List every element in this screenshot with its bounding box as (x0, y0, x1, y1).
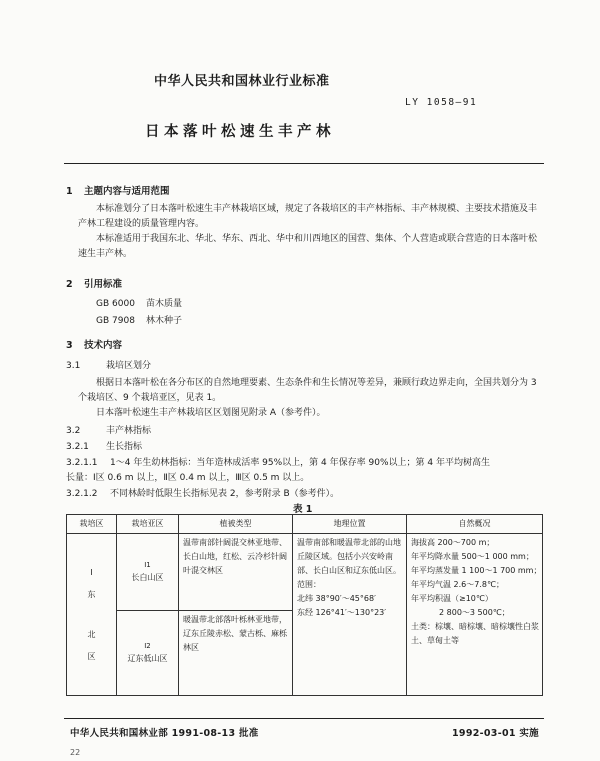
reference-item (96, 313, 182, 326)
reference-name: 苗木质量 (146, 299, 183, 309)
subregion-cell (117, 534, 179, 611)
clause-3-2-1-1-line-1 (66, 455, 490, 468)
nature-line: 土、草甸土等 (411, 636, 459, 645)
table-row (67, 534, 543, 611)
clause-text: 1～4 年生幼林指标：当年造林成活率 95%以上，第 4 年保存率 90%以上；第 4 年平均树高生 (110, 458, 490, 468)
nature-line: 海拔高 200～700 m； (411, 538, 495, 547)
subsection-title: 丰产林指标 (106, 426, 152, 436)
subregion-code: Ⅰ2 (144, 641, 151, 650)
subsection-number: 3.2.1 (66, 442, 89, 452)
vegetation-cell: 温带南部针阔混交林亚地带、长白山地，红松、云冷杉针阔叶混交林区 (179, 534, 293, 611)
subsection-3-2-heading (66, 423, 151, 436)
region-char: Ⅰ (90, 567, 93, 577)
effective-date: 1992-03-01 实施 (452, 728, 539, 739)
section-1-para-1: 本标准划分了日本落叶松速生丰产林栽培区域，规定了各栽培区的丰产林指标、丰产林规模、主要技术措施及丰产林工程建设的质量管理内容。 (78, 204, 538, 229)
clause-text: 不同林龄时低限生长指标见表 2，参考附录 B（参考件）。 (110, 489, 340, 499)
standard-name: 中华人民共和国林业行业标准 (154, 74, 330, 89)
nature-line: 土类：棕壤、暗棕壤、暗棕壤性白浆 (411, 622, 539, 631)
section-2-number: 2 (66, 279, 73, 290)
location-description: 温带南部和暖温带北部的山地丘陵区域。包括小兴安岭南部、长白山区和辽东低山区。 (297, 538, 401, 575)
section-3-title: 技术内容 (84, 340, 123, 351)
approval-statement: 中华人民共和国林业部 1991-08-13 批准 (70, 728, 259, 739)
vegetation-cell: 暖温带北部落叶栎林亚地带，辽东丘陵赤松、蒙古栎、麻栎林区 (179, 611, 293, 696)
table-header-row (67, 515, 543, 534)
clause-3-2-1-1-line-2: 长量：Ⅰ区 0.6 m 以上，Ⅱ区 0.4 m 以上，Ⅲ区 0.5 m 以上。 (66, 473, 310, 483)
document-title: 日本落叶松速生丰产林 (145, 124, 335, 140)
section-1-number: 1 (66, 186, 73, 197)
table-header-cell: 栽培区 (67, 515, 117, 534)
section-3-number: 3 (66, 340, 73, 351)
location-latitude: 北纬 38°90′～45°68′ (297, 594, 376, 603)
subsection-3-1-para-2: 日本落叶松速生丰产林栽培区区划图见附录 A（参考件）。 (96, 408, 326, 418)
table-header-cell: 栽培亚区 (117, 515, 179, 534)
clause-number: 3.2.1.2 (66, 489, 98, 499)
subsection-3-2-1-heading (66, 439, 142, 452)
location-range-label: 范围： (297, 580, 321, 589)
subsection-3-1-heading (66, 358, 151, 371)
nature-line: 年平均蒸发量 1 100～1 700 mm； (411, 566, 542, 575)
region-char: 区 (87, 651, 96, 661)
nature-line: 2 800～3 500℃； (439, 608, 510, 617)
table-header-cell: 植被类型 (179, 515, 293, 534)
region-char: 东 (87, 589, 96, 599)
section-2-title: 引用标准 (84, 279, 123, 290)
clause-number: 3.2.1.1 (66, 458, 98, 468)
subsection-number: 3.1 (66, 361, 81, 371)
reference-item (96, 296, 182, 309)
subsection-number: 3.2 (66, 426, 81, 436)
page-number: 22 (70, 748, 81, 757)
region-table (66, 514, 543, 696)
subregion-cell (117, 611, 179, 696)
subsection-title: 栽培区划分 (106, 361, 152, 371)
reference-code: GB 7908 (96, 316, 135, 326)
table-caption: 表 1 (293, 504, 313, 515)
table-header-cell: 地理位置 (293, 515, 407, 534)
subregion-code: Ⅰ1 (144, 560, 151, 569)
location-cell (293, 534, 407, 696)
reference-name: 林木种子 (146, 316, 183, 326)
nature-cell (407, 534, 543, 696)
region-char: 北 (87, 629, 96, 639)
header-rule (64, 163, 544, 164)
clause-3-2-1-2 (66, 486, 339, 499)
subregion-name: 长白山区 (131, 572, 164, 582)
footer-rule (64, 718, 544, 719)
section-1-title: 主题内容与适用范围 (84, 186, 170, 197)
nature-line: 年平均降水量 500～1 000 mm； (411, 552, 534, 561)
section-1-para-2: 本标准适用于我国东北、华北、华东、西北、华中和川西地区的国营、集体、个人营造或联合营造的日本落叶松速生丰产林。 (78, 234, 538, 259)
section-3-heading (66, 337, 122, 351)
region-cell (67, 534, 117, 696)
location-longitude: 东经 126°41′～130°23′ (297, 608, 387, 617)
subsection-3-1-para-1: 根据日本落叶松在各分布区的自然地理要素、生态条件和生长情况等差异，兼顾行政边界走向，全国共划分为 3 个栽培区、9 个栽培亚区，见表 1。 (78, 378, 537, 403)
nature-line: 年平均积温（≥10℃） (411, 594, 493, 603)
subregion-name: 辽东低山区 (127, 653, 168, 663)
table-header-cell: 自然概况 (407, 515, 543, 534)
section-2-heading (66, 276, 122, 290)
standard-code: LY 1058—91 (405, 97, 478, 108)
subsection-title: 生长指标 (106, 442, 143, 452)
reference-code: GB 6000 (96, 299, 135, 309)
section-1-heading (66, 183, 170, 197)
nature-line: 年平均气温 2.6～7.8℃； (411, 580, 504, 589)
